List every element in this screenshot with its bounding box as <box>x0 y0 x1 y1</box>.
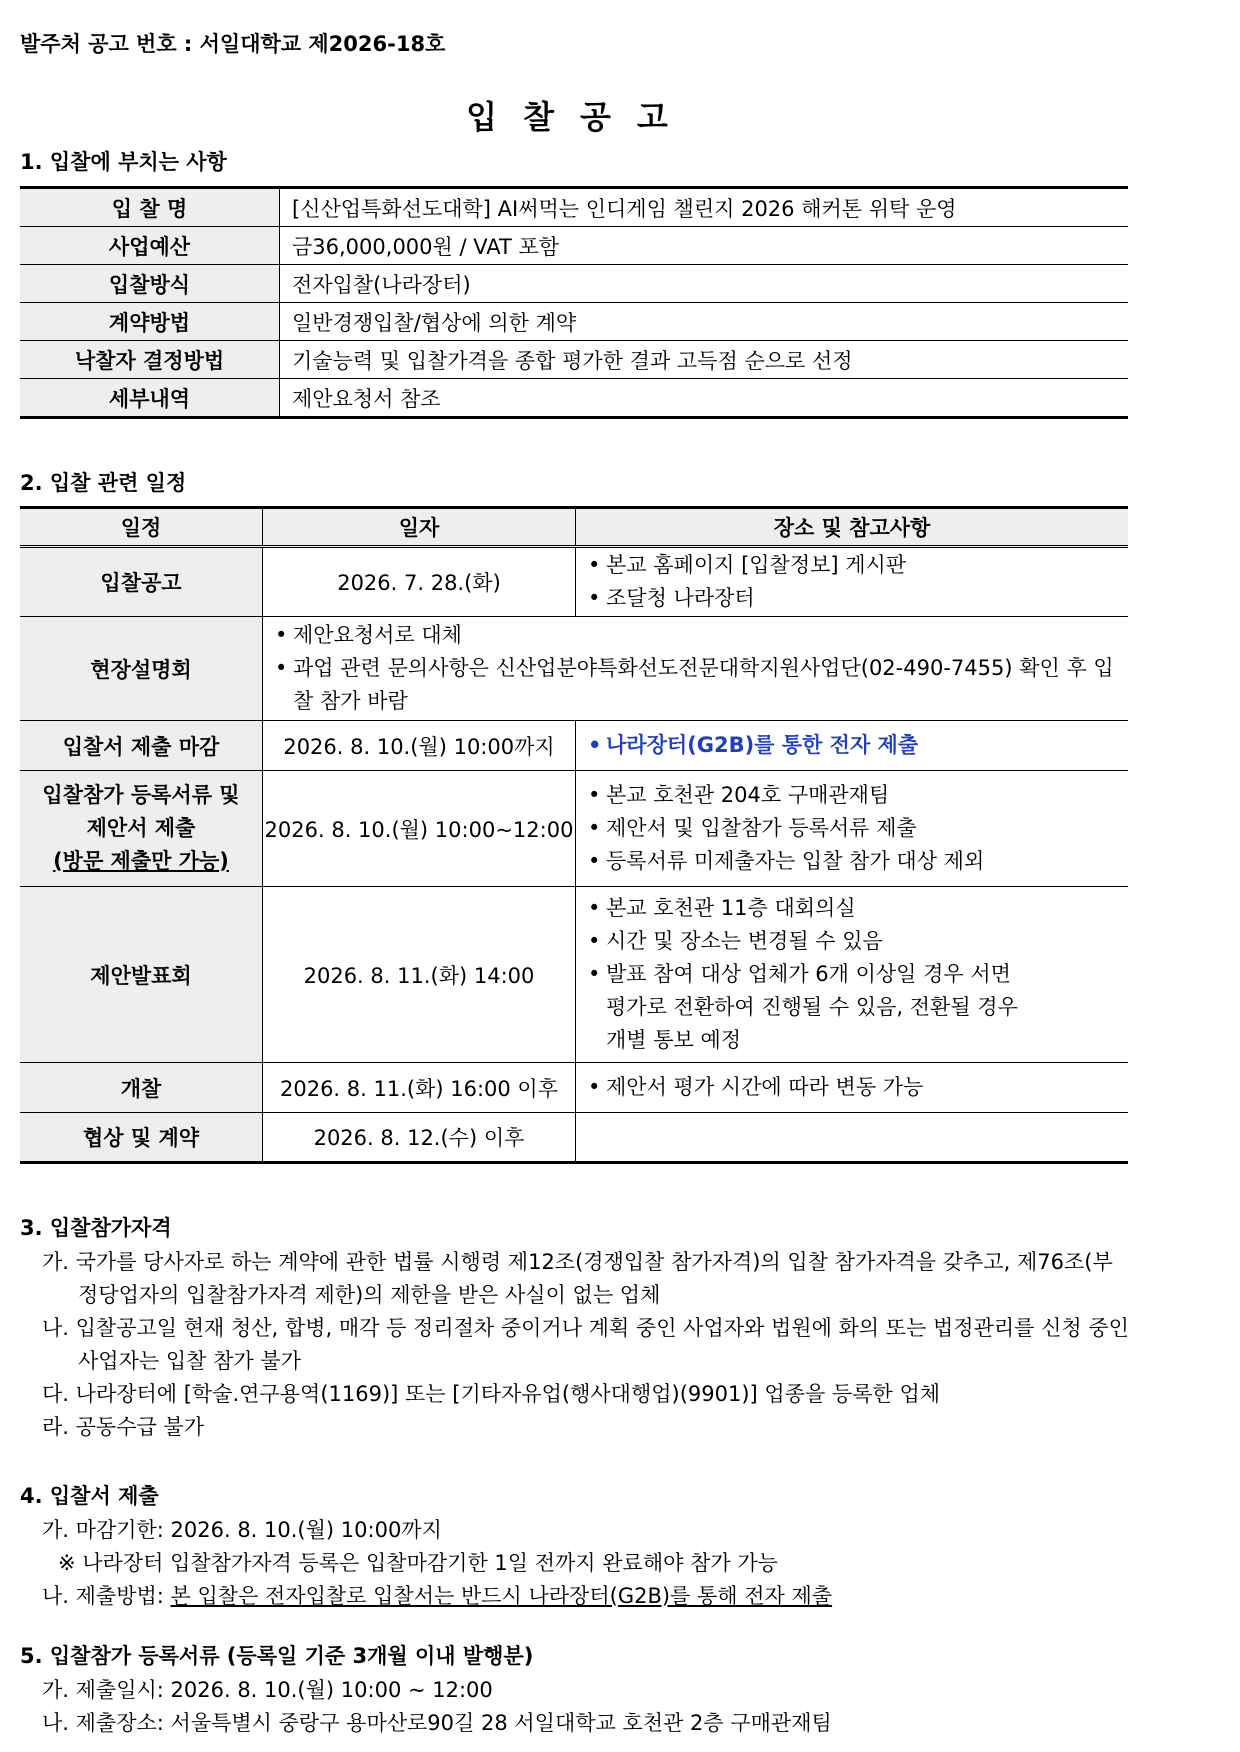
schedule-date: 2026. 8. 10.(월) 10:00~12:00 <box>263 771 576 887</box>
table-header-row <box>20 508 1128 547</box>
schedule-name: 개찰 <box>20 1063 263 1113</box>
schedule-name: 현장설명회 <box>20 617 263 721</box>
table-row <box>20 547 1128 617</box>
table-row <box>20 303 1128 341</box>
schedule-date: 2026. 7. 28.(화) <box>263 547 576 617</box>
table-row <box>20 887 1128 1063</box>
schedule-name: 입찰공고 <box>20 547 263 617</box>
schedule-name <box>20 771 263 887</box>
list-item: • 제안서 및 입찰참가 등록서류 제출 <box>586 812 1128 845</box>
section5-list <box>20 1674 1130 1740</box>
row-key: 계약방법 <box>20 303 280 341</box>
section3-list <box>20 1246 1130 1444</box>
column-header-date: 일자 <box>263 508 576 547</box>
list-item: 가. 제출일시: 2026. 8. 10.(월) 10:00 ~ 12:00 <box>42 1678 493 1702</box>
row-key: 낙찰자 결정방법 <box>20 341 280 379</box>
table-row <box>20 771 1128 887</box>
column-header-notes: 장소 및 참고사항 <box>576 508 1129 547</box>
list-item: • 본교 홈페이지 [입찰정보] 게시판 <box>586 549 1128 582</box>
table-row <box>20 721 1128 771</box>
list-item: • 나라장터(G2B)를 통한 전자 제출 <box>586 729 1128 762</box>
schedule-date: 2026. 8. 11.(화) 16:00 이후 <box>263 1063 576 1113</box>
list-item: • 조달청 나라장터 <box>586 582 1128 615</box>
section1-heading: 1. 입찰에 부치는 사항 <box>20 150 227 174</box>
row-key: 세부내역 <box>20 379 280 418</box>
section5-heading: 5. 입찰참가 등록서류 (등록일 기준 3개월 이내 발행분) <box>20 1644 534 1668</box>
column-header-schedule: 일정 <box>20 508 263 547</box>
section4-list <box>20 1514 1130 1613</box>
schedule-name: 협상 및 계약 <box>20 1113 263 1163</box>
list-item: 가. 국가를 당사자로 하는 계약에 관한 법률 시행령 제12조(경쟁입찰 참가자격)의 입찰 참가자격을 갖추고, 제76조(부정당업자의 입찰참가자격 제한)의 제한을 받은 사실이 없는 업체 <box>42 1250 1113 1307</box>
list-item-prefix: 나. 제출방법: <box>42 1584 171 1608</box>
schedule-name: 입찰서 제출 마감 <box>20 721 263 771</box>
submission-method-text: 본 입찰은 전자입찰로 입찰서는 반드시 나라장터(G2B)를 통해 전자 제출 <box>170 1584 833 1608</box>
list-item: • 과업 관련 문의사항은 신산업분야특화선도전문대학지원사업단(02-490-7455) 확인 후 입찰 참가 바람 <box>273 652 1128 718</box>
section3-heading: 3. 입찰참가자격 <box>20 1216 172 1240</box>
document-title: 입찰공고 <box>466 98 694 136</box>
schedule-notes <box>576 1113 1129 1163</box>
section2-heading: 2. 입찰 관련 일정 <box>20 471 187 495</box>
row-value: [신산업특화선도대학] AI써먹는 인디게임 챌린지 2026 해커톤 위탁 운영 <box>292 196 957 221</box>
list-item: 나. 제출장소: 서울특별시 중랑구 용마산로90길 28 서일대학교 호천관 2층 구매관재팀 <box>42 1711 832 1735</box>
row-key: 입 찰 명 <box>20 188 280 227</box>
schedule-date: 2026. 8. 12.(수) 이후 <box>263 1113 576 1163</box>
table-row <box>20 188 1128 227</box>
section4-heading: 4. 입찰서 제출 <box>20 1484 159 1508</box>
row-value: 금36,000,000원 / VAT 포함 <box>280 227 1129 265</box>
list-item: 나. 입찰공고일 현재 청산, 합병, 매각 등 정리절차 중이거나 계획 중인 사업자와 법원에 화의 또는 법정관리를 신청 중인 사업자는 입찰 참가 불가 <box>42 1316 1129 1373</box>
row-key: 사업예산 <box>20 227 280 265</box>
row-value: 제안요청서 참조 <box>280 379 1129 418</box>
schedule-notes <box>263 617 1129 721</box>
schedule-name-note: (방문 제출만 가능) <box>53 849 229 873</box>
table-row <box>20 341 1128 379</box>
row-value: 기술능력 및 입찰가격을 종합 평가한 결과 고득점 순으로 선정 <box>280 341 1129 379</box>
schedule-notes <box>576 887 1129 1063</box>
table-row <box>20 1113 1128 1163</box>
schedule-notes <box>576 721 1129 771</box>
list-item: 라. 공동수급 불가 <box>42 1415 205 1439</box>
schedule-notes <box>576 1063 1129 1113</box>
row-key: 입찰방식 <box>20 265 280 303</box>
row-value: 전자입찰(나라장터) <box>280 265 1129 303</box>
schedule-date: 2026. 8. 10.(월) 10:00까지 <box>263 721 576 771</box>
list-item <box>20 1580 1130 1613</box>
notice-number: 발주처 공고 번호 : 서일대학교 제2026-18호 <box>20 32 446 56</box>
schedule-notes <box>576 771 1129 887</box>
schedule-notes <box>576 547 1129 617</box>
list-item: • 본교 호천관 11층 대회의실 <box>586 892 1128 925</box>
list-item: • 시간 및 장소는 변경될 수 있음 <box>586 925 1128 958</box>
table-row <box>20 617 1128 721</box>
schedule-name-line: 제안서 제출 <box>86 816 196 840</box>
list-item: 가. 마감기한: 2026. 8. 10.(월) 10:00까지 <box>42 1518 442 1542</box>
schedule-date: 2026. 8. 11.(화) 14:00 <box>263 887 576 1063</box>
table-row <box>20 1063 1128 1113</box>
note-text: ※ 나라장터 입찰참가자격 등록은 입찰마감기한 1일 전까지 완료해야 참가 가능 <box>58 1551 778 1575</box>
list-item: • 제안요청서로 대체 <box>273 619 1128 652</box>
list-item: • 등록서류 미제출자는 입찰 참가 대상 제외 <box>586 845 1128 878</box>
list-item: • 발표 참여 대상 업체가 6개 이상일 경우 서면 평가로 전환하여 진행될 수 있음, 전환될 경우 개별 통보 예정 <box>586 958 1026 1057</box>
bid-summary-table <box>20 186 1128 419</box>
table-row <box>20 265 1128 303</box>
table-row <box>20 379 1128 418</box>
row-value: 일반경쟁입찰/협상에 의한 계약 <box>280 303 1129 341</box>
schedule-name: 제안발표회 <box>20 887 263 1063</box>
table-row <box>20 227 1128 265</box>
schedule-name-line: 입찰참가 등록서류 및 <box>42 783 240 807</box>
list-item: 다. 나라장터에 [학술.연구용역(1169)] 또는 [기타자유업(행사대행업)(9901)] 업종을 등록한 업체 <box>42 1382 941 1406</box>
schedule-table <box>20 506 1128 1164</box>
list-item: • 본교 호천관 204호 구매관재팀 <box>586 779 1128 812</box>
list-item: • 제안서 평가 시간에 따라 변동 가능 <box>586 1071 1128 1104</box>
